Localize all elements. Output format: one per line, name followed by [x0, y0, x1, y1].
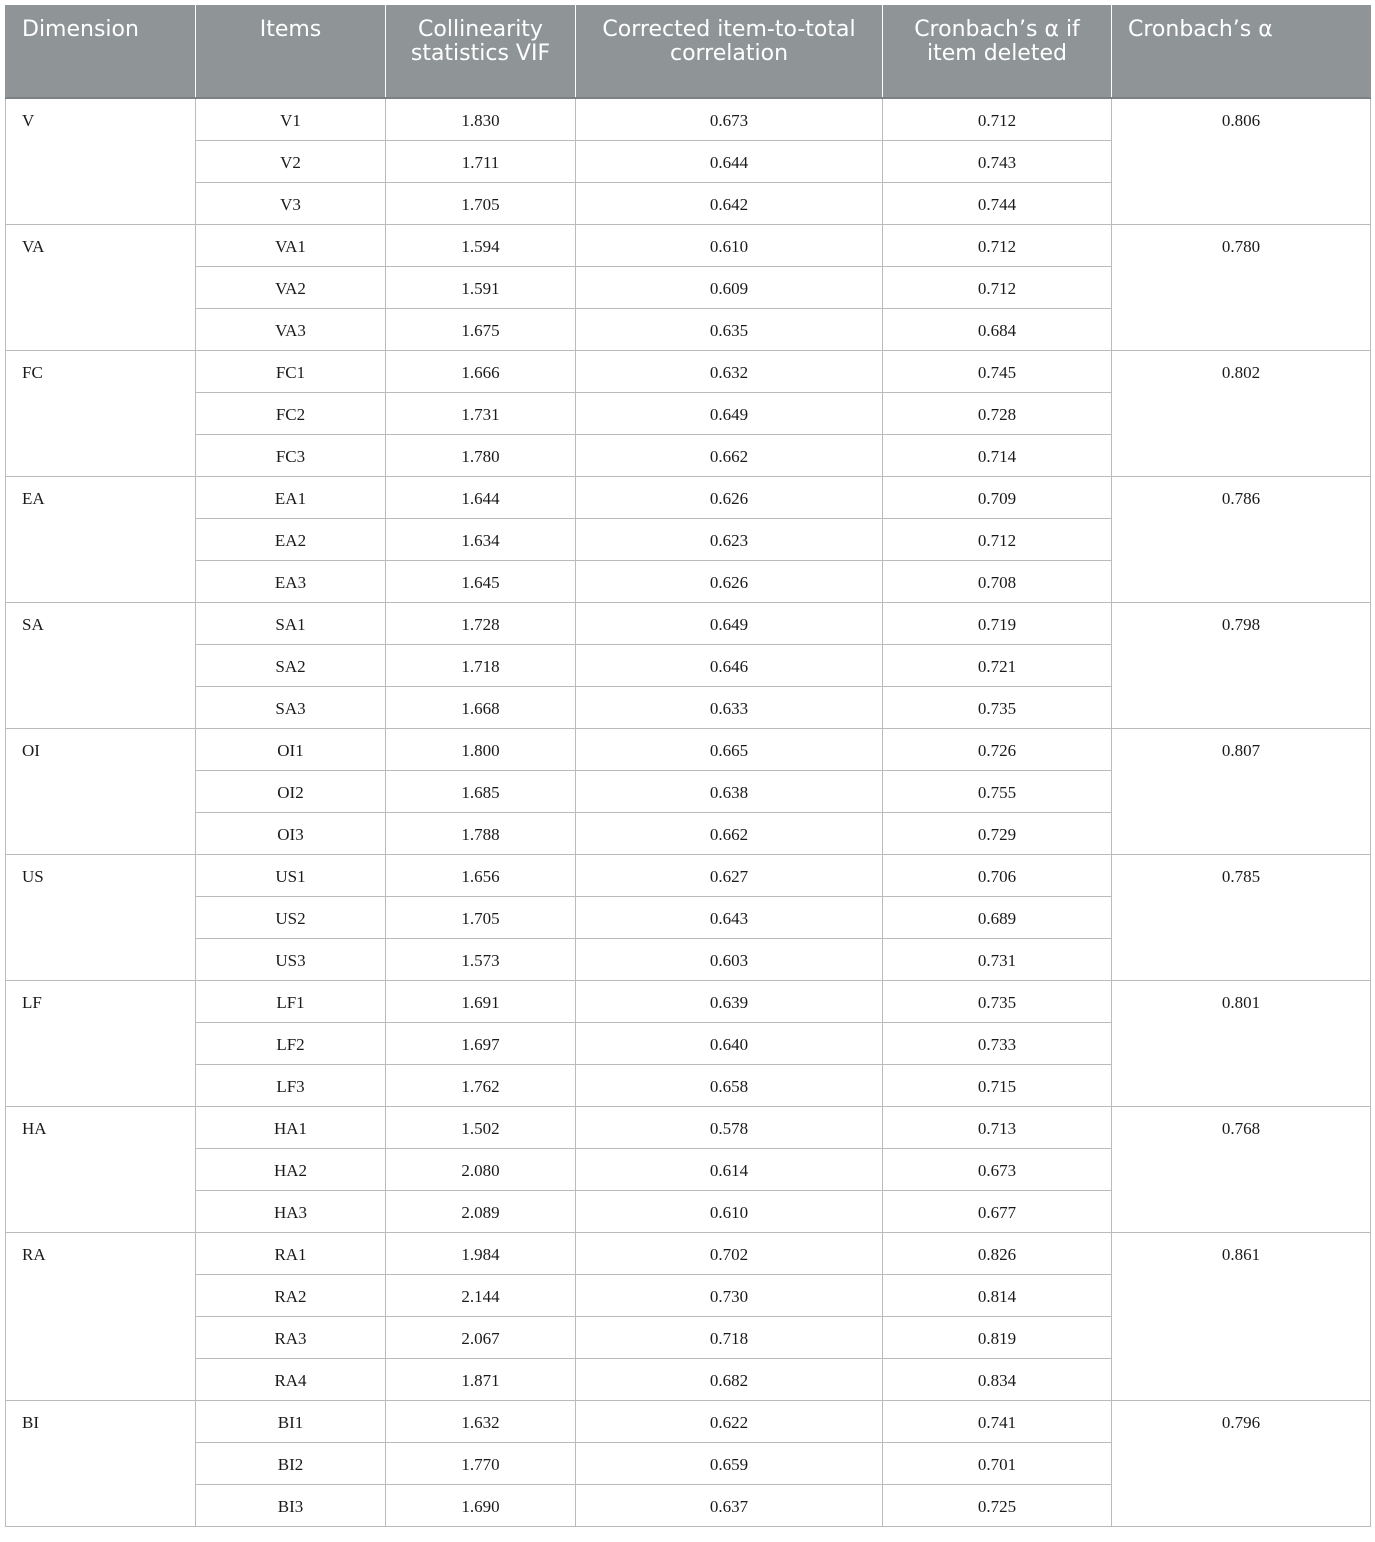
- item-cell: V1: [196, 98, 386, 140]
- vif-cell: 1.656: [386, 854, 576, 896]
- vif-cell: 1.800: [386, 728, 576, 770]
- dimension-cell: OI: [6, 728, 196, 854]
- table-row: [6, 854, 1371, 896]
- item-cell: SA3: [196, 686, 386, 728]
- vif-cell: 2.089: [386, 1190, 576, 1232]
- header-vif: Collinearity statistics VIF: [386, 5, 576, 98]
- table-row: [6, 728, 1371, 770]
- alpha-if-deleted-cell: 0.706: [883, 854, 1112, 896]
- vif-cell: 1.984: [386, 1232, 576, 1274]
- alpha-if-deleted-cell: 0.735: [883, 980, 1112, 1022]
- vif-cell: 1.871: [386, 1358, 576, 1400]
- item-cell: EA2: [196, 518, 386, 560]
- corrected-correlation-cell: 0.623: [576, 518, 883, 560]
- table-row: [6, 224, 1371, 266]
- vif-cell: 1.691: [386, 980, 576, 1022]
- header-row: [6, 5, 1371, 98]
- item-cell: VA2: [196, 266, 386, 308]
- corrected-correlation-cell: 0.662: [576, 812, 883, 854]
- vif-cell: 1.632: [386, 1400, 576, 1442]
- cronbach-alpha-cell: 0.780: [1112, 224, 1371, 350]
- item-cell: V2: [196, 140, 386, 182]
- corrected-correlation-cell: 0.638: [576, 770, 883, 812]
- cronbach-alpha-cell: 0.785: [1112, 854, 1371, 980]
- dimension-cell: SA: [6, 602, 196, 728]
- vif-cell: 1.645: [386, 560, 576, 602]
- dimension-cell: EA: [6, 476, 196, 602]
- table-row: [6, 1232, 1371, 1274]
- header-corrected-correlation: Corrected item-to-total correlation: [576, 5, 883, 98]
- dimension-cell: V: [6, 98, 196, 224]
- item-cell: HA1: [196, 1106, 386, 1148]
- cronbach-alpha-cell: 0.861: [1112, 1232, 1371, 1400]
- vif-cell: 2.080: [386, 1148, 576, 1190]
- alpha-if-deleted-cell: 0.673: [883, 1148, 1112, 1190]
- alpha-if-deleted-cell: 0.834: [883, 1358, 1112, 1400]
- vif-cell: 1.675: [386, 308, 576, 350]
- alpha-if-deleted-cell: 0.755: [883, 770, 1112, 812]
- alpha-if-deleted-cell: 0.715: [883, 1064, 1112, 1106]
- alpha-if-deleted-cell: 0.709: [883, 476, 1112, 518]
- alpha-if-deleted-cell: 0.728: [883, 392, 1112, 434]
- item-cell: FC3: [196, 434, 386, 476]
- vif-cell: 1.770: [386, 1442, 576, 1484]
- corrected-correlation-cell: 0.649: [576, 602, 883, 644]
- alpha-if-deleted-cell: 0.714: [883, 434, 1112, 476]
- item-cell: SA2: [196, 644, 386, 686]
- vif-cell: 1.705: [386, 896, 576, 938]
- vif-cell: 1.690: [386, 1484, 576, 1526]
- corrected-correlation-cell: 0.673: [576, 98, 883, 140]
- alpha-if-deleted-cell: 0.684: [883, 308, 1112, 350]
- corrected-correlation-cell: 0.610: [576, 224, 883, 266]
- table-row: [6, 98, 1371, 140]
- item-cell: VA3: [196, 308, 386, 350]
- table-row: [6, 476, 1371, 518]
- vif-cell: 1.762: [386, 1064, 576, 1106]
- vif-cell: 1.728: [386, 602, 576, 644]
- dimension-cell: US: [6, 854, 196, 980]
- vif-cell: 1.594: [386, 224, 576, 266]
- cronbach-alpha-cell: 0.802: [1112, 350, 1371, 476]
- vif-cell: 2.144: [386, 1274, 576, 1316]
- alpha-if-deleted-cell: 0.735: [883, 686, 1112, 728]
- vif-cell: 1.573: [386, 938, 576, 980]
- dimension-cell: FC: [6, 350, 196, 476]
- dimension-cell: VA: [6, 224, 196, 350]
- item-cell: OI2: [196, 770, 386, 812]
- corrected-correlation-cell: 0.702: [576, 1232, 883, 1274]
- item-cell: US1: [196, 854, 386, 896]
- dimension-cell: LF: [6, 980, 196, 1106]
- item-cell: HA2: [196, 1148, 386, 1190]
- item-cell: BI2: [196, 1442, 386, 1484]
- table-row: [6, 1106, 1371, 1148]
- item-cell: LF1: [196, 980, 386, 1022]
- alpha-if-deleted-cell: 0.741: [883, 1400, 1112, 1442]
- item-cell: RA1: [196, 1232, 386, 1274]
- cronbach-alpha-cell: 0.801: [1112, 980, 1371, 1106]
- corrected-correlation-cell: 0.649: [576, 392, 883, 434]
- cronbach-alpha-cell: 0.768: [1112, 1106, 1371, 1232]
- alpha-if-deleted-cell: 0.826: [883, 1232, 1112, 1274]
- cronbach-alpha-cell: 0.798: [1112, 602, 1371, 728]
- corrected-correlation-cell: 0.626: [576, 476, 883, 518]
- table-row: [6, 1400, 1371, 1442]
- header-cronbach-alpha: Cronbach’s α: [1112, 5, 1371, 98]
- header-dimension: Dimension: [6, 5, 196, 98]
- corrected-correlation-cell: 0.659: [576, 1442, 883, 1484]
- vif-cell: 1.634: [386, 518, 576, 560]
- vif-cell: 1.705: [386, 182, 576, 224]
- corrected-correlation-cell: 0.635: [576, 308, 883, 350]
- corrected-correlation-cell: 0.718: [576, 1316, 883, 1358]
- item-cell: RA3: [196, 1316, 386, 1358]
- corrected-correlation-cell: 0.632: [576, 350, 883, 392]
- alpha-if-deleted-cell: 0.712: [883, 266, 1112, 308]
- alpha-if-deleted-cell: 0.689: [883, 896, 1112, 938]
- table-row: [6, 980, 1371, 1022]
- dimension-cell: HA: [6, 1106, 196, 1232]
- alpha-if-deleted-cell: 0.713: [883, 1106, 1112, 1148]
- corrected-correlation-cell: 0.578: [576, 1106, 883, 1148]
- alpha-if-deleted-cell: 0.712: [883, 98, 1112, 140]
- item-cell: EA1: [196, 476, 386, 518]
- item-cell: FC1: [196, 350, 386, 392]
- vif-cell: 1.666: [386, 350, 576, 392]
- header-alpha-if-deleted: Cronbach’s α if item deleted: [883, 5, 1112, 98]
- corrected-correlation-cell: 0.730: [576, 1274, 883, 1316]
- item-cell: FC2: [196, 392, 386, 434]
- table-header: [6, 5, 1371, 98]
- item-cell: VA1: [196, 224, 386, 266]
- vif-cell: 1.591: [386, 266, 576, 308]
- corrected-correlation-cell: 0.644: [576, 140, 883, 182]
- item-cell: BI1: [196, 1400, 386, 1442]
- vif-cell: 1.830: [386, 98, 576, 140]
- vif-cell: 1.711: [386, 140, 576, 182]
- alpha-if-deleted-cell: 0.712: [883, 518, 1112, 560]
- corrected-correlation-cell: 0.665: [576, 728, 883, 770]
- reliability-table: [5, 5, 1371, 1527]
- alpha-if-deleted-cell: 0.701: [883, 1442, 1112, 1484]
- alpha-if-deleted-cell: 0.677: [883, 1190, 1112, 1232]
- item-cell: US2: [196, 896, 386, 938]
- vif-cell: 1.685: [386, 770, 576, 812]
- alpha-if-deleted-cell: 0.745: [883, 350, 1112, 392]
- vif-cell: 1.780: [386, 434, 576, 476]
- alpha-if-deleted-cell: 0.743: [883, 140, 1112, 182]
- vif-cell: 2.067: [386, 1316, 576, 1358]
- corrected-correlation-cell: 0.603: [576, 938, 883, 980]
- corrected-correlation-cell: 0.662: [576, 434, 883, 476]
- alpha-if-deleted-cell: 0.814: [883, 1274, 1112, 1316]
- item-cell: OI3: [196, 812, 386, 854]
- alpha-if-deleted-cell: 0.819: [883, 1316, 1112, 1358]
- corrected-correlation-cell: 0.609: [576, 266, 883, 308]
- item-cell: LF3: [196, 1064, 386, 1106]
- alpha-if-deleted-cell: 0.733: [883, 1022, 1112, 1064]
- corrected-correlation-cell: 0.622: [576, 1400, 883, 1442]
- item-cell: OI1: [196, 728, 386, 770]
- vif-cell: 1.718: [386, 644, 576, 686]
- table-body: [6, 98, 1371, 1526]
- item-cell: EA3: [196, 560, 386, 602]
- vif-cell: 1.502: [386, 1106, 576, 1148]
- cronbach-alpha-cell: 0.786: [1112, 476, 1371, 602]
- alpha-if-deleted-cell: 0.721: [883, 644, 1112, 686]
- corrected-correlation-cell: 0.639: [576, 980, 883, 1022]
- corrected-correlation-cell: 0.646: [576, 644, 883, 686]
- table-row: [6, 602, 1371, 644]
- corrected-correlation-cell: 0.682: [576, 1358, 883, 1400]
- corrected-correlation-cell: 0.640: [576, 1022, 883, 1064]
- dimension-cell: BI: [6, 1400, 196, 1526]
- table-row: [6, 350, 1371, 392]
- corrected-correlation-cell: 0.626: [576, 560, 883, 602]
- corrected-correlation-cell: 0.658: [576, 1064, 883, 1106]
- corrected-correlation-cell: 0.643: [576, 896, 883, 938]
- item-cell: RA4: [196, 1358, 386, 1400]
- alpha-if-deleted-cell: 0.731: [883, 938, 1112, 980]
- alpha-if-deleted-cell: 0.744: [883, 182, 1112, 224]
- corrected-correlation-cell: 0.627: [576, 854, 883, 896]
- item-cell: V3: [196, 182, 386, 224]
- vif-cell: 1.788: [386, 812, 576, 854]
- alpha-if-deleted-cell: 0.725: [883, 1484, 1112, 1526]
- corrected-correlation-cell: 0.610: [576, 1190, 883, 1232]
- item-cell: LF2: [196, 1022, 386, 1064]
- vif-cell: 1.644: [386, 476, 576, 518]
- item-cell: US3: [196, 938, 386, 980]
- alpha-if-deleted-cell: 0.726: [883, 728, 1112, 770]
- vif-cell: 1.697: [386, 1022, 576, 1064]
- corrected-correlation-cell: 0.642: [576, 182, 883, 224]
- alpha-if-deleted-cell: 0.719: [883, 602, 1112, 644]
- cronbach-alpha-cell: 0.807: [1112, 728, 1371, 854]
- item-cell: HA3: [196, 1190, 386, 1232]
- header-items: Items: [196, 5, 386, 98]
- alpha-if-deleted-cell: 0.708: [883, 560, 1112, 602]
- corrected-correlation-cell: 0.633: [576, 686, 883, 728]
- cronbach-alpha-cell: 0.796: [1112, 1400, 1371, 1526]
- item-cell: BI3: [196, 1484, 386, 1526]
- vif-cell: 1.731: [386, 392, 576, 434]
- alpha-if-deleted-cell: 0.712: [883, 224, 1112, 266]
- alpha-if-deleted-cell: 0.729: [883, 812, 1112, 854]
- corrected-correlation-cell: 0.614: [576, 1148, 883, 1190]
- cronbach-alpha-cell: 0.806: [1112, 98, 1371, 224]
- item-cell: SA1: [196, 602, 386, 644]
- corrected-correlation-cell: 0.637: [576, 1484, 883, 1526]
- dimension-cell: RA: [6, 1232, 196, 1400]
- item-cell: RA2: [196, 1274, 386, 1316]
- vif-cell: 1.668: [386, 686, 576, 728]
